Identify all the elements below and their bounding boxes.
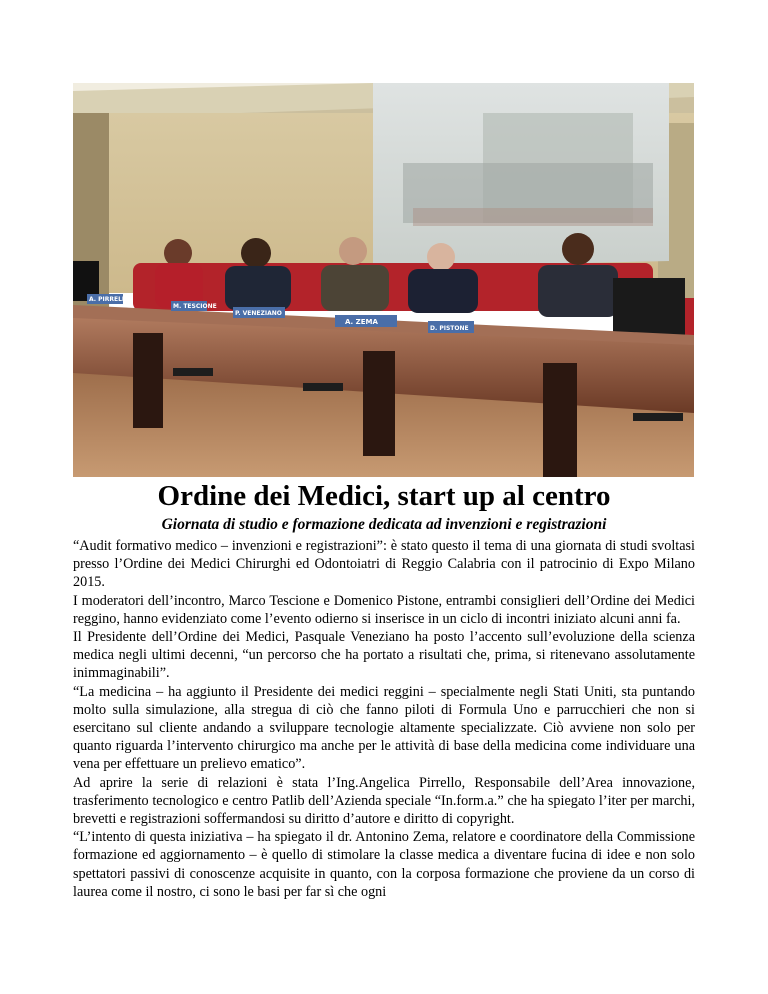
nameplate-1: A. PIRRELLO bbox=[89, 296, 131, 303]
paragraph: “L’intento di questa iniziativa – ha spiegato il dr. Antonino Zema, relatore e coordinatore della Commissione formazione ed aggiornamento – è quello di stimolare la classe medica a diventare fucina di idee e non solo spettatori passivi di conoscenze acquisite in quanto, con la corposa formazione che proviene da un corso di laurea come il nostro, ci sono le basi per far sì che ogni bbox=[73, 829, 695, 900]
nameplate-4: A. ZEMA bbox=[345, 318, 378, 326]
article-subtitle: Giornata di studio e formazione dedicata ad invenzioni e registrazioni bbox=[161, 516, 607, 533]
paragraph: Ad aprire la serie di relazioni è stata l’Ing.Angelica Pirrello, Responsabile dell’Area innovazione, trasferimento tecnologico e centro Patlib dell’Azienda speciale “In.form.a.” che ha spiegato l’iter per marchi, brevetti e registrazioni soffermandosi su diritto d’autore e diritto di copyright. bbox=[73, 774, 695, 828]
article-title: Ordine dei Medici, start up al centro bbox=[157, 480, 611, 512]
nameplate-3: P. VENEZIANO bbox=[235, 310, 282, 317]
paragraph: I moderatori dell’incontro, Marco Tescione e Domenico Pistone, entrambi consiglieri dell’Ordine dei Medici reggino, hanno evidenziato come l’evento odierno si inserisce in un ciclo di incontri iniziato alcuni anni fa. bbox=[73, 592, 695, 627]
paragraph: “La medicina – ha aggiunto il Presidente dei medici reggini – specialmente negli Stati Uniti, sta puntando molto sulla simulazione, alla stregua di ciò che fanno piloti di Formula Uno e parrucchieri che non si esercitano sul cliente andando a sviluppare tecnologie altamente specializzate. Ciò avviene non solo per quanto riguarda l’intervento chirurgico ma anche per le attività di base della medicina come individuare una vena per effettuare un prelievo ematico”. bbox=[73, 683, 695, 773]
nameplate-5: D. PISTONE bbox=[430, 325, 469, 332]
article-photo bbox=[73, 83, 694, 477]
paragraph: Il Presidente dell’Ordine dei Medici, Pasquale Veneziano ha posto l’accento sull’evoluzione della scienza medica negli ultimi decenni, “un percorso che ha portato a risultati che, prima, si ritenevano assolutamente inimmaginabili”. bbox=[73, 629, 695, 682]
paragraph: “Audit formativo medico – invenzioni e registrazioni”: è stato questo il tema di una giornata di studi svoltasi presso l’Ordine dei Medici Chirurghi ed Odontoiatri di Reggio Calabria con il patrocinio di Expo Milano 2015. bbox=[73, 538, 695, 591]
nameplate-2: M. TESCIONE bbox=[173, 303, 217, 310]
article-body bbox=[73, 537, 695, 901]
